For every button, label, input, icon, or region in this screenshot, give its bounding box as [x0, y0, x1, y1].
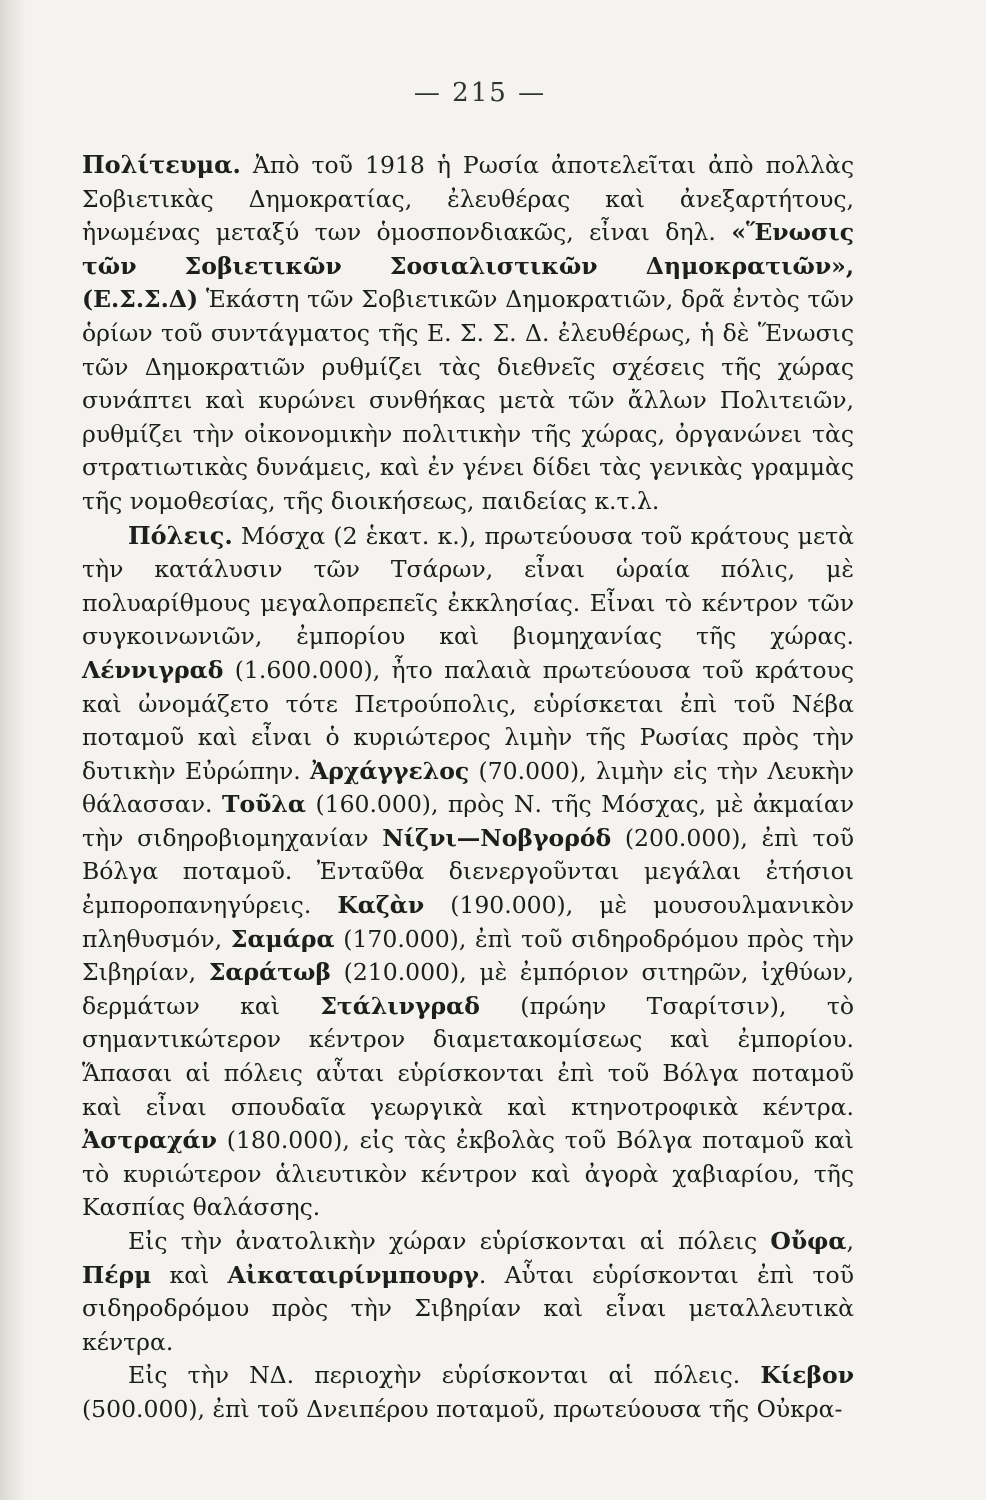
east-text-2: , — [846, 1227, 854, 1255]
city-ufa: Οὔφα — [770, 1227, 847, 1255]
city-yekaterinburg: Αἰκαταιρίνμπουργ — [227, 1260, 479, 1289]
east-text-1: Εἰς τὴν ἀνατολικὴν χώραν εὑρίσκονται αἱ πόλεις — [128, 1227, 771, 1255]
binding-edge — [0, 0, 26, 1500]
poleis-text-10: (180.000), εἰς τὰς ἐκβολὰς τοῦ Βόλγα ποταμοῦ καὶ τὸ κυριώτερον ἁλιευτικὸν κέντρον καὶ ἀγορὰ χαβιαρίου, τῆς Κασπίας θαλάσσης. — [82, 1126, 854, 1222]
politeuma-text-1: Ἀπὸ τοῦ 1918 ἡ Ρωσία ἀποτελεῖται ἀπὸ πολλὰς Σοβιετικὰς Δημοκρατίας, ἐλευθέρας καὶ ἀνεξαρτήτους, ἡνωμένας μεταξύ των ὁμοσπονδιακῶς, εἶναι δηλ. — [82, 151, 854, 247]
ussr-name: «Ἕνωσις τῶν Σοβιετικῶν Σοσιαλιστικῶν Δημοκρατιῶν», (Ε.Σ.Σ.Δ) — [82, 218, 854, 314]
city-samara: Σαμάρα — [230, 924, 335, 953]
city-saratov: Σαράτωβ — [208, 958, 332, 987]
city-stalingrad: Στάλινγραδ — [320, 991, 480, 1020]
southwest-text-1: Εἰς τὴν ΝΔ. περιοχὴν εὑρίσκονται αἱ πόλεις. — [128, 1361, 761, 1390]
paragraph-poleis — [82, 519, 854, 1225]
paragraph-east — [82, 1225, 854, 1359]
poleis-text-5: (200.000), ἐπὶ τοῦ Βόλγα ποταμοῦ. Ἐνταῦθα διενεργοῦνται μεγάλαι ἐτήσιοι ἐμποροπανηγύρεις. — [82, 823, 854, 920]
city-moscow: Μόσχα — [232, 521, 326, 550]
city-nizhny-novgorod: Νίζνι—Νοβγορόδ — [382, 823, 612, 852]
city-kiev: Κίεβον — [760, 1361, 854, 1390]
poleis-text-3: (70.000), λιμὴν εἰς τὴν Λευκὴν θάλασσαν. — [82, 756, 855, 819]
city-kazan: Καζὰν — [337, 891, 425, 920]
east-text-3: καὶ — [151, 1260, 228, 1289]
page-body — [82, 148, 854, 1427]
section-heading-politeuma: Πολίτευμα. — [82, 150, 241, 179]
east-text-4: . Αὗται εὑρίσκονται ἐπὶ τοῦ σιδηροδρόμου πρὸς τὴν Σιβηρίαν καὶ εἶναι μεταλλευτικὰ κέντρα. — [82, 1260, 854, 1356]
poleis-text-4: (160.000), πρὸς Ν. τῆς Μόσχας, μὲ ἀκμαίαν τὴν σιδηροβιομηχανίαν — [82, 790, 854, 852]
politeuma-text-2: Ἑκάστη τῶν Σοβιετικῶν Δημοκρατιῶν, δρᾶ ἐντὸς τῶν ὁρίων τοῦ συντάγματος τῆς Ε. Σ. Σ. Δ. ἐλευθέρως, ἡ δὲ Ἕνωσις τῶν Δημοκρατιῶν ρυθμίζει τὰς διεθνεῖς σχέσεις τῆς χώρας συνάπτει καὶ κυρώνει συνθήκας μετὰ τῶν ἄλλων Πολιτειῶν, ρυθμίζει τὴν οἰκονομικὴν πολιτικὴν τῆς χώρας, ὀργανώνει τὰς στρατιωτικὰς δυνάμεις, καὶ ἐν γένει δίδει τὰς γενικὰς γραμμὰς τῆς νομοθεσίας, τῆς διοικήσεως, παιδείας κ.τ.λ. — [82, 285, 854, 515]
southwest-text-2: (500.000), ἐπὶ τοῦ Δνειπέρου ποταμοῦ, πρωτεύουσα τῆς Οὐκρα- — [82, 1394, 843, 1423]
city-perm: Πέρμ — [82, 1260, 152, 1289]
city-leningrad: Λέννιγραδ — [82, 655, 224, 684]
poleis-text-6: (190.000), μὲ μουσουλμανικὸν πληθυσμόν, — [82, 891, 854, 953]
page-number: — 215 — — [413, 78, 547, 108]
section-heading-poleis: Πόλεις. — [128, 520, 233, 550]
city-archangelsk: Ἀρχάγγελος — [310, 756, 470, 785]
paragraph-southwest — [82, 1359, 854, 1426]
poleis-text-9: (πρώην Τσαρίτσιν), τὸ σημαντικώτερον κέντρον διαμετακομίσεως καὶ ἐμπορίου. Ἅπασαι αἱ πόλεις αὗται εὑρίσκονται ἐπὶ τοῦ Βόλγα ποταμοῦ καὶ εἶναι σπουδαῖα γεωργικὰ καὶ κτηνοτροφικὰ κέντρα. — [82, 991, 854, 1121]
poleis-text-8: (210.000), μὲ ἐμπόριον σιτηρῶν, ἰχθύων, δερμάτων καὶ — [82, 958, 854, 1020]
paragraph-politeuma — [82, 148, 854, 519]
city-astrakhan: Ἀστραχάν — [82, 1126, 217, 1155]
poleis-text-7: (170.000), ἐπὶ τοῦ σιδηροδρόμου πρὸς τὴν Σιβηρίαν, — [82, 924, 854, 987]
poleis-text-1: (2 ἑκατ. κ.), πρωτεύουσα τοῦ κράτους μετὰ τὴν κατάλυσιν τῶν Τσάρων, εἶναι ὡραία πόλις, μὲ πολυαρίθμους μεγαλοπρεπεῖς ἐκκλησίας. Εἶναι τὸ κέντρον τῶν συγκοινωνιῶν, ἐμπορίου καὶ βιομηχανίας τῆς χώρας. — [82, 521, 854, 651]
city-tula: Τοῦλα — [221, 790, 306, 819]
poleis-text-2: (1.600.000), ἦτο παλαιὰ πρωτεύουσα τοῦ κράτους καὶ ὠνομάζετο τότε Πετρούπολις, εὑρίσκεται ἐπὶ τοῦ Νέβα ποταμοῦ καὶ εἶναι ὁ κυριώτερος λιμὴν τῆς Ρωσίας πρὸς τὴν δυτικὴν Εὐρώπην. — [82, 655, 854, 785]
